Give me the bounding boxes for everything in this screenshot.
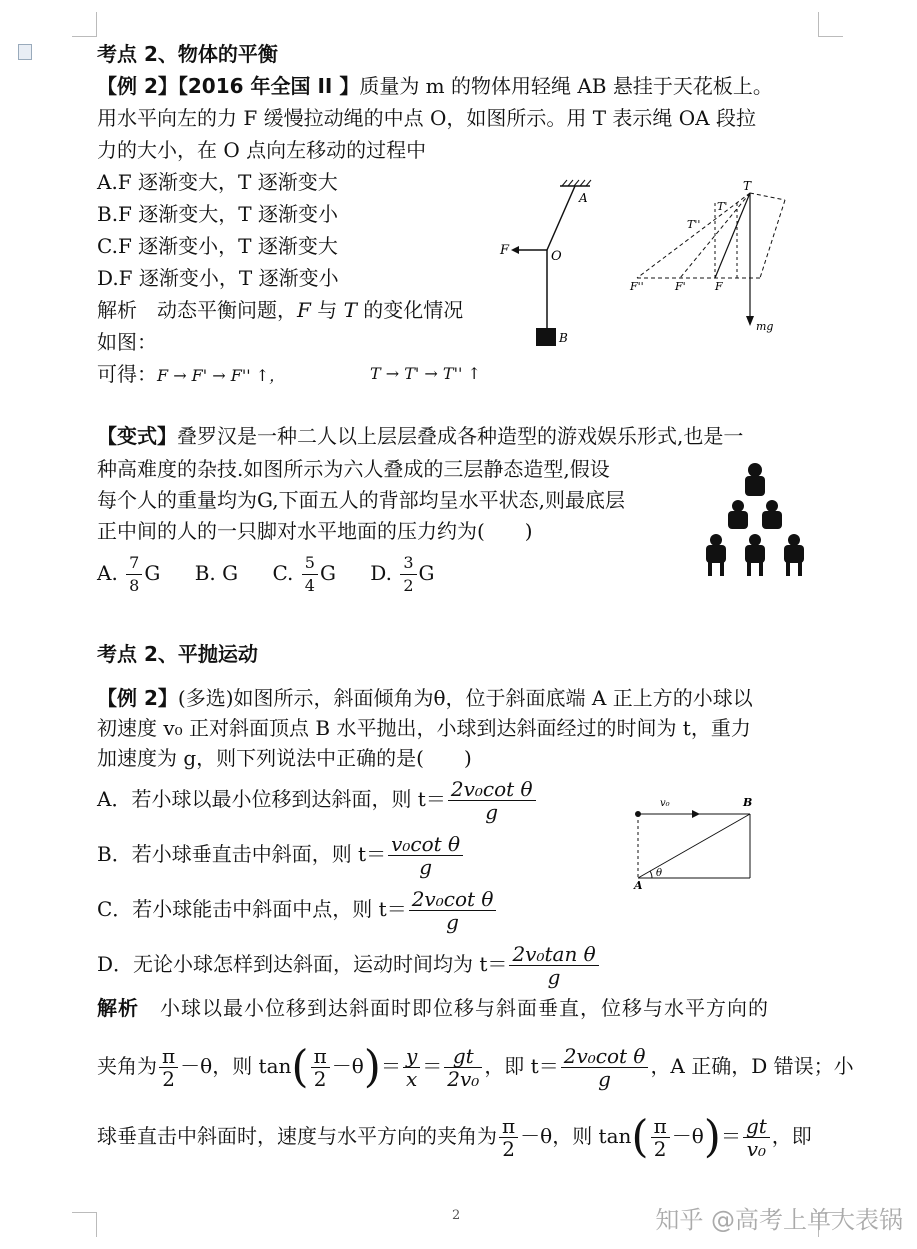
solution (97, 1106, 812, 1168)
text: ，即 t＝ (484, 1054, 559, 1078)
fraction (403, 1045, 420, 1090)
denominator: g (446, 910, 459, 934)
text: D．无论小球怎样到达斜面，运动时间均为 t＝ (97, 952, 508, 976)
solution-label: 解析 (97, 996, 139, 1020)
text: －θ (331, 1054, 364, 1078)
numerator: π (311, 1045, 330, 1068)
corner-mark (72, 12, 97, 37)
text: －θ (671, 1124, 704, 1148)
text: B．若小球垂直击中斜面，则 t＝ (97, 842, 387, 866)
text: ＝ (720, 1124, 741, 1148)
label-t2: T'' (687, 218, 701, 231)
label-o: O (551, 249, 562, 264)
label-f1: F' (675, 280, 686, 293)
paragraph: 种高难度的杂技.如图所示为六人叠成的三层静态造型,假设 (97, 457, 610, 481)
denominator: g (547, 965, 561, 989)
label-f: F (500, 243, 510, 258)
option-a-label: A. (97, 561, 118, 585)
force-diagram (625, 178, 795, 343)
formula: T → T' → T'' ↑ (370, 364, 481, 383)
option-b: B.F 逐渐变大，T 逐渐变小 (97, 202, 338, 226)
paragraph: 用水平向左的力 F 缓慢拉动绳的中点 O，如图所示。用 T 表示绳 OA 段拉 (97, 106, 756, 130)
option-b (97, 827, 465, 881)
corner-mark (818, 12, 843, 37)
fraction (159, 1045, 178, 1090)
numerator: 5 (302, 552, 318, 575)
denominator: g (598, 1067, 611, 1091)
denominator: v₀ (746, 1137, 767, 1161)
label-f: F (715, 280, 723, 293)
section-title: 考点 2、平抛运动 (97, 642, 258, 666)
text: 夹角为 (97, 1054, 157, 1078)
label-a: A (579, 191, 588, 205)
option-d: D.F 逐渐变小，T 逐渐变小 (97, 266, 339, 290)
variant-label: 【变式】 (97, 424, 177, 448)
label-theta: θ (656, 868, 663, 879)
label-b: B (559, 331, 568, 345)
paren: ) (703, 1111, 721, 1163)
fraction (388, 833, 463, 878)
watermark: 知乎 @高考上单大表锅 (655, 1206, 903, 1234)
text: －θ，则 tan (520, 1124, 632, 1148)
fraction (561, 1045, 649, 1090)
text: 球垂直击中斜面时，速度与水平方向的夹角为 (97, 1124, 497, 1148)
fraction (409, 888, 497, 933)
fraction (448, 778, 536, 823)
denominator: 2v₀ (447, 1067, 480, 1091)
denominator: 2 (502, 1137, 515, 1161)
denominator: g (419, 855, 432, 879)
fraction (499, 1115, 518, 1160)
label-a: A (634, 879, 643, 891)
fraction (651, 1115, 670, 1160)
text: A．若小球以最小位移到达斜面，则 t＝ (97, 787, 446, 811)
var: T (343, 298, 357, 322)
denominator: 8 (129, 576, 140, 595)
label-t1: T' (717, 200, 728, 213)
paragraph: 加速度为 g，则下列说法中正确的是( ) (97, 746, 472, 770)
label-mg: mg (756, 320, 774, 333)
paren: ( (291, 1041, 309, 1093)
formula: F → F' → F'' ↑， (157, 366, 286, 385)
numerator: 2v₀tan θ (509, 943, 598, 966)
option-a (97, 772, 538, 826)
var: F (297, 298, 311, 322)
page-number: 2 (452, 1208, 461, 1223)
text: －θ，则 tan (180, 1054, 292, 1078)
text: 叠罗汉是一种二人以上层层叠成各种造型的游戏娱乐形式,也是一 (177, 424, 744, 448)
fraction (400, 552, 416, 597)
fraction (302, 552, 318, 597)
denominator: g (485, 800, 499, 824)
fraction (743, 1115, 770, 1160)
numerator: 2v₀cot θ (448, 778, 536, 801)
solution (97, 996, 769, 1020)
numerator: π (651, 1115, 670, 1138)
denominator: 4 (304, 576, 315, 595)
human-pyramid-image (700, 458, 810, 578)
text: 质量为 m 的物体用轻绳 AB 悬挂于天花板上。 (359, 74, 773, 98)
paragraph: 每个人的重量均为G,下面五人的背部均呈水平状态,则最底层 (97, 488, 625, 512)
paren: ) (363, 1041, 381, 1093)
numerator: 7 (126, 552, 142, 575)
text: C．若小球能击中斜面中点，则 t＝ (97, 897, 407, 921)
fraction (311, 1045, 330, 1090)
text: ＝ (422, 1054, 443, 1078)
option-b: B. G (194, 561, 239, 585)
denominator: 2 (653, 1137, 667, 1161)
paragraph: 力的大小，在 O 点向左移动的过程中 (97, 138, 427, 162)
option-d (97, 937, 601, 991)
paragraph (97, 424, 743, 448)
numerator: 2v₀cot θ (561, 1045, 649, 1068)
fraction (509, 943, 598, 988)
option-a: A.F 逐渐变大，T 逐渐变大 (97, 170, 338, 194)
paragraph (97, 74, 773, 98)
rope-diagram (495, 178, 610, 350)
label-b: B (743, 796, 753, 809)
numerator: π (499, 1115, 518, 1138)
text: 与 (310, 298, 344, 322)
text: ，A 正确，D 错误；小 (650, 1054, 854, 1078)
text: 的变化情况 (356, 298, 464, 322)
denominator: 2 (403, 576, 414, 595)
numerator: v₀cot θ (388, 833, 463, 856)
solution (97, 298, 463, 322)
label-f2: F'' (630, 280, 644, 293)
numerator: 3 (400, 552, 416, 575)
option-c-label: C. (272, 561, 294, 585)
paren: ( (631, 1111, 649, 1163)
text: (多选)如图所示，斜面倾角为θ，位于斜面底端 A 正上方的小球以 (177, 686, 753, 710)
denominator: 2 (162, 1067, 175, 1091)
option-c: C.F 逐渐变小，T 逐渐变大 (97, 234, 338, 258)
incline-diagram (630, 796, 760, 891)
paragraph: 正中间的人的一只脚对水平地面的压力约为( ) (97, 519, 533, 543)
paragraph: 初速度 v₀ 正对斜面顶点 B 水平抛出，小球到达斜面经过的时间为 t，重力 (97, 716, 751, 740)
corner-mark (72, 1212, 97, 1237)
denominator: 2 (313, 1067, 327, 1091)
numerator: gt (444, 1045, 482, 1068)
denominator: x (405, 1067, 418, 1091)
example-label: 【例 2】 (97, 686, 178, 710)
fraction (126, 552, 142, 597)
solution (97, 1036, 854, 1098)
label-v0: v₀ (660, 798, 670, 809)
section-title: 考点 2、物体的平衡 (97, 42, 278, 66)
text: G (319, 561, 336, 585)
solution: 如图： (97, 330, 157, 354)
option-d-label: D. (370, 561, 392, 585)
solution (97, 362, 285, 388)
text: G (144, 561, 161, 585)
text: 小球以最小位移到达斜面时即位移与斜面垂直，位移与水平方向的 (139, 996, 769, 1020)
document-icon[interactable] (18, 44, 32, 60)
text: 解析 动态平衡问题， (97, 298, 297, 322)
option-c (97, 882, 498, 936)
numerator: gt (743, 1115, 770, 1138)
numerator: y (403, 1045, 420, 1068)
fraction (444, 1045, 482, 1090)
text: 可得： (97, 362, 157, 386)
paragraph (97, 686, 753, 710)
label-t: T (743, 179, 752, 193)
numerator: π (159, 1045, 178, 1068)
numerator: 2v₀cot θ (409, 888, 497, 911)
text: G (418, 561, 435, 585)
text: ，即 (771, 1124, 812, 1148)
text: ＝ (380, 1054, 401, 1078)
example-label: 【例 2】【2016 年全国 II 】 (97, 74, 360, 98)
variant-options (97, 546, 435, 600)
